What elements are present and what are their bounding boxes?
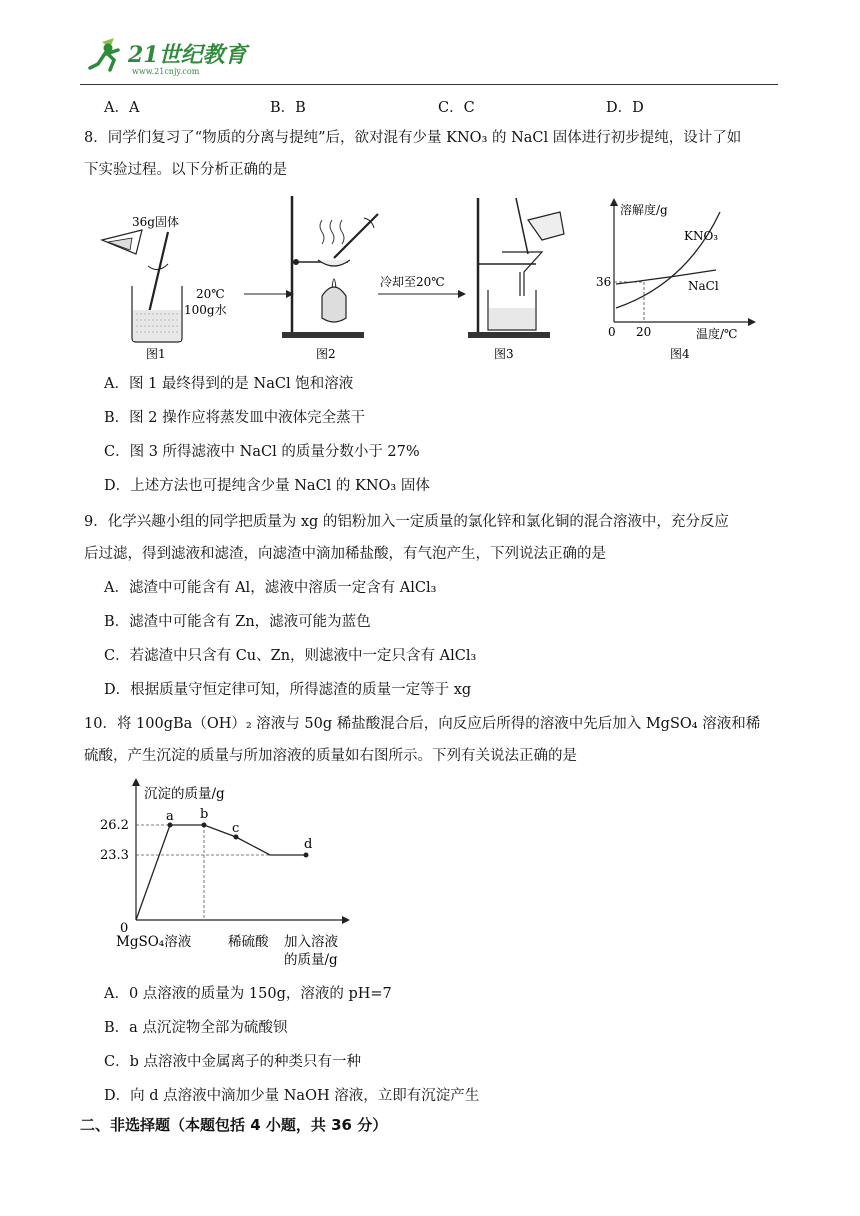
q8-option-c: C．图 3 所得滤液中 NaCl 的质量分数小于 27%	[104, 444, 420, 460]
q10-xseg-h2so4: 稀硫酸	[228, 934, 269, 950]
fig2-evaporation-diagram	[282, 196, 378, 361]
q8-stem-line2: 下实验过程。以下分析正确的是	[84, 162, 287, 178]
fig4-kno3-curve	[616, 212, 720, 308]
fig1-solid-label: 36g固体	[132, 215, 179, 229]
q10-ytick-26-2: 26.2	[100, 818, 129, 833]
fig1-water-label: 100g水	[184, 303, 227, 317]
q9-option-b: B．滤渣中可能含有 Zn，滤液可能为蓝色	[104, 614, 371, 630]
fig4-xtick-0: 0	[608, 325, 616, 339]
q9-option-a: A．滤渣中可能含有 Al，滤液中溶质一定含有 AlCl₃	[104, 580, 437, 596]
q10-option-d: D．向 d 点溶液中滴加少量 NaOH 溶液，立即有沉淀产生	[104, 1088, 480, 1104]
q10-label-a: a	[166, 809, 174, 824]
q9-stem-line1: 9．化学兴趣小组的同学把质量为 xg 的铝粉加入一定质量的氯化锌和氯化铜的混合溶液中，充分反应	[84, 514, 729, 530]
q9-option-c: C．若滤渣中只含有 Cu、Zn，则滤液中一定只含有 AlCl₃	[104, 648, 477, 664]
q10-origin: 0	[120, 921, 129, 936]
q10-curve	[136, 825, 306, 920]
q10-option-c: C．b 点溶液中金属离子的种类只有一种	[104, 1054, 361, 1070]
q8-option-d: D．上述方法也可提纯含少量 NaCl 的 KNO₃ 固体	[104, 478, 430, 494]
q7-choice-c: C．C	[438, 100, 475, 116]
fig4-series-nacl: NaCl	[688, 279, 719, 293]
q9-stem-line2: 后过滤，得到滤液和滤渣，向滤渣中滴加稀盐酸，有气泡产生，下列说法正确的是	[84, 546, 606, 562]
q10-ylabel: 沉淀的质量/g	[144, 786, 225, 802]
q8-figures	[96, 192, 786, 362]
fig4-solubility-graph	[596, 198, 756, 361]
q8-stem-line1: 8．同学们复习了“物质的分离与提纯”后，欲对混有少量 KNO₃ 的 NaCl 固体进行初步提纯，设计了如	[84, 130, 742, 146]
q10-xlabel-2: 的质量/g	[284, 952, 338, 968]
fig3-caption: 图3	[494, 347, 514, 361]
fig4-xlabel: 温度/℃	[696, 327, 738, 341]
q10-label-d: d	[304, 837, 313, 852]
q7-choice-d: D．D	[606, 100, 644, 116]
fig1-beaker-diagram	[102, 214, 227, 361]
logo-runner-icon	[84, 30, 254, 80]
fig3-filtration-diagram	[468, 198, 564, 361]
fig4-caption: 图4	[670, 347, 690, 361]
q7-choice-b: B．B	[270, 100, 306, 116]
q8-option-a: A．图 1 最终得到的是 NaCl 饱和溶液	[104, 376, 354, 392]
fig4-series-kno3: KNO₃	[684, 229, 719, 243]
q7-choice-a: A．A	[104, 100, 140, 116]
q10-point-b	[202, 823, 207, 828]
q10-option-a: A．0 点溶液的质量为 150g，溶液的 pH=7	[104, 986, 392, 1002]
q10-xlabel-1: 加入溶液	[284, 934, 338, 950]
q9-option-d: D．根据质量守恒定律可知，所得滤渣的质量一定等于 xg	[104, 682, 472, 698]
fig1-temp-label: 20℃	[196, 287, 225, 301]
arrow-2-icon	[458, 290, 466, 298]
fig4-ylabel: 溶解度/g	[620, 203, 668, 217]
q10-ytick-23-3: 23.3	[100, 848, 129, 863]
fig4-ytick-36: 36	[596, 275, 612, 289]
q8-option-b: B．图 2 操作应将蒸发皿中液体完全蒸干	[104, 410, 366, 426]
logo	[84, 30, 254, 80]
fig4-xtick-20: 20	[636, 325, 652, 339]
q10-label-b: b	[200, 807, 209, 822]
q10-option-b: B．a 点沉淀物全部为硫酸钡	[104, 1020, 288, 1036]
q10-stem-line2: 硫酸，产生沉淀的质量与所加溶液的质量如右图所示。下列有关说法正确的是	[84, 748, 577, 764]
fig1-caption: 图1	[146, 347, 166, 361]
arrow2-label: 冷却至20℃	[380, 275, 445, 289]
q10-point-d	[304, 853, 309, 858]
q10-label-c: c	[232, 821, 240, 836]
logo-text: 21世纪教育	[128, 42, 247, 68]
header-rule	[80, 84, 778, 85]
q10-xseg-mgso4: MgSO₄溶液	[116, 934, 192, 950]
logo-url: www.21cnjy.com	[132, 67, 200, 76]
section2-title: 二、非选择题（本题包括 4 小题，共 36 分）	[80, 1116, 388, 1134]
q10-precipitate-graph	[100, 776, 370, 970]
fig2-caption: 图2	[316, 347, 336, 361]
q10-stem-line1: 10．将 100gBa（OH）₂ 溶液与 50g 稀盐酸混合后，向反应后所得的溶液中先后加入 MgSO₄ 溶液和稀	[84, 716, 761, 732]
